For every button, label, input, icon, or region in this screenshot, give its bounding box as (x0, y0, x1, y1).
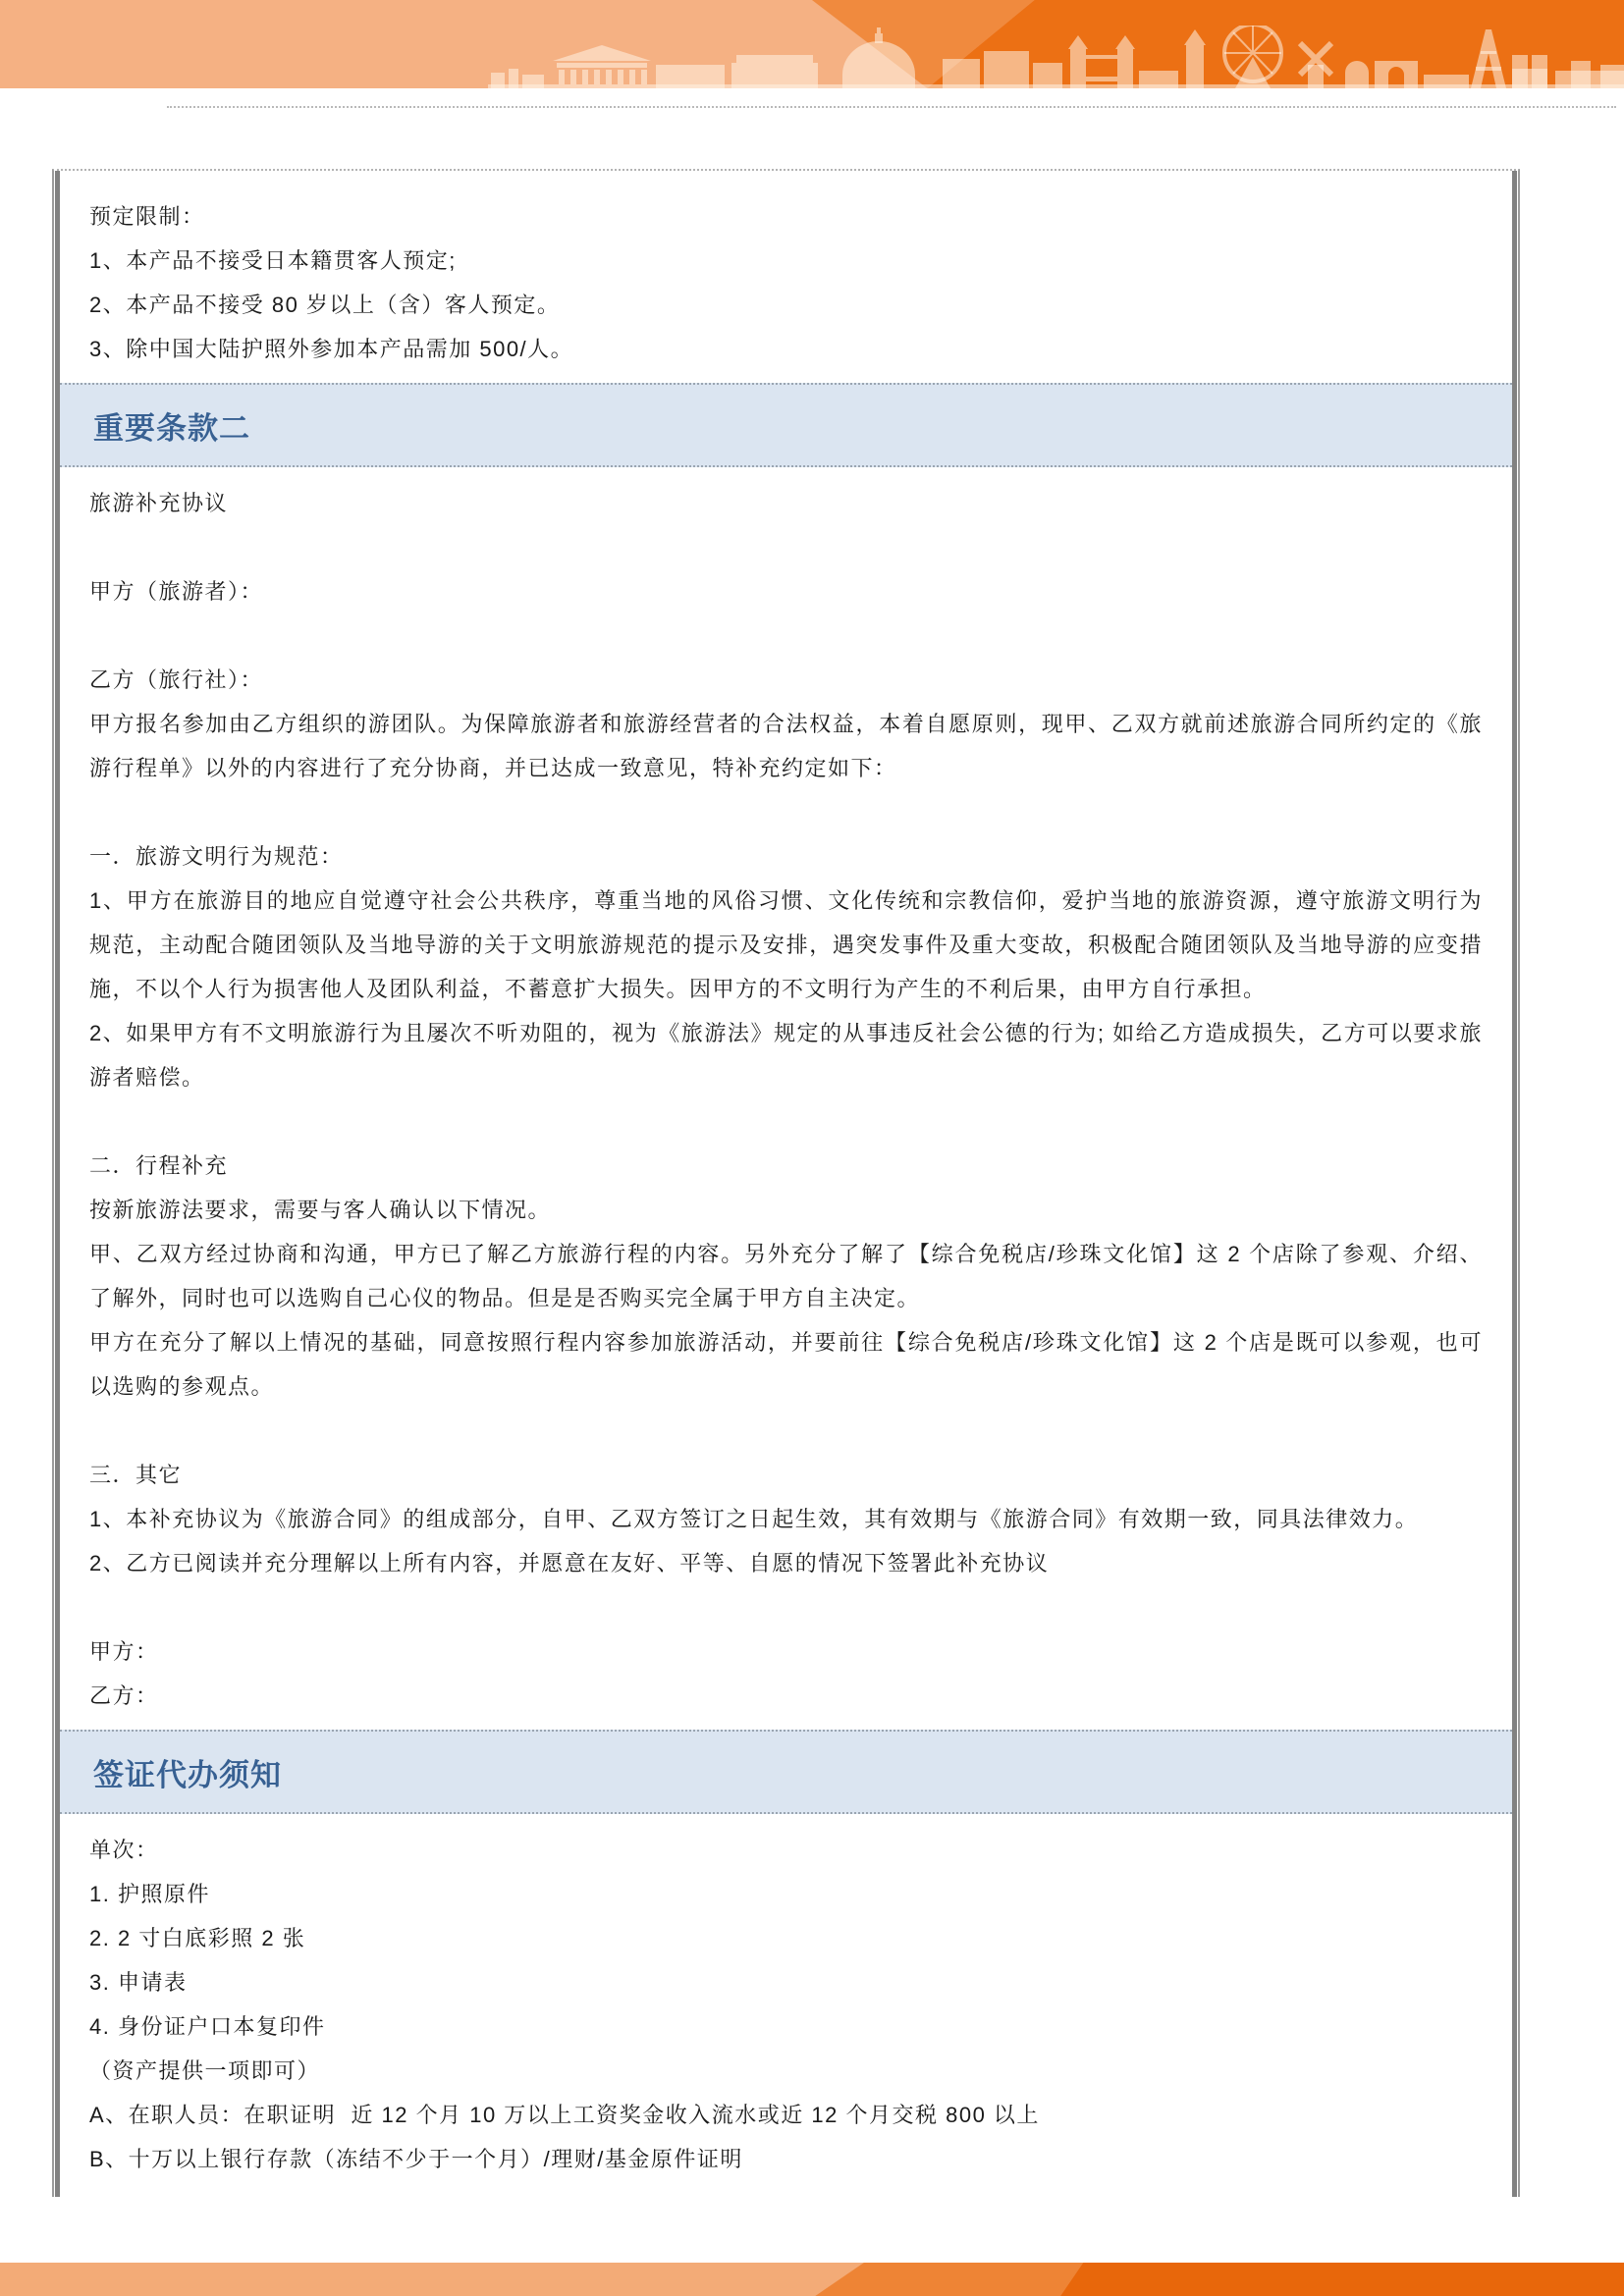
header-divider (167, 106, 1616, 108)
blank-line (89, 1099, 1483, 1144)
section-paragraph: 甲、乙双方经过协商和沟通，甲方已了解乙方旅游行程的内容。另外充分了解了【综合免税店/珍珠文化馆】这 2 个店除了参观、介绍、了解外，同时也可以选购自己心仪的物品。但是是否购买完全属于甲方自主决定。 (89, 1242, 1483, 1310)
section-paragraph: 2、如果甲方有不文明旅游行为且屡次不听劝阻的，视为《旅游法》规定的从事违反社会公德的行为; 如给乙方造成损失，乙方可以要求旅游者赔偿。 (89, 1021, 1483, 1090)
booking-restriction-item: 1、本产品不接受日本籍贯客人预定; (89, 248, 457, 273)
footer-band (0, 2263, 1624, 2296)
section-title: 重要条款二 (93, 410, 250, 446)
visa-requirement-item: 3. 申请表 (89, 1970, 188, 1995)
party-b-label: 乙方（旅行社）： (89, 667, 264, 692)
visa-requirement-item: 4. 身份证户口本复印件 (89, 2014, 326, 2039)
blank-line (89, 1585, 1483, 1629)
party-a-signature-label: 甲方： (89, 1639, 159, 1664)
document-panel (52, 169, 1520, 2197)
visa-type-heading: 单次： (89, 1838, 159, 1862)
blank-line (89, 614, 1483, 658)
booking-restriction-item: 2、本产品不接受 80 岁以上（含）客人预定。 (89, 293, 561, 317)
visa-requirement-item: 2. 2 寸白底彩照 2 张 (89, 1926, 306, 1950)
section-title-band-visa-notice (60, 1730, 1512, 1814)
section-paragraph: 甲方报名参加由乙方组织的游团队。为保障旅游者和旅游经营者的合法权益，本着自愿原则，现甲、乙双方就前述旅游合同所约定的《旅游行程单》以外的内容进行了充分协商，并已达成一致意见，特补充约定如下： (89, 712, 1483, 780)
section-paragraph: 旅游补充协议 (89, 491, 229, 515)
section-paragraph: 1、甲方在旅游目的地应自觉遵守社会公共秩序，尊重当地的风俗习惯、文化传统和宗教信仰，爱护当地的旅游资源，遵守旅游文明行为规范，主动配合随团领队及当地导游的关于文明旅游规范的提示及安排，遇突发事件及重大变故，积极配合随团领队及当地导游的应变措施，不以个人行为损害他人及团队利益，不蓄意扩大损失。因甲方的不文明行为产生的不利后果，由甲方自行承担。 (89, 888, 1483, 1001)
clause-heading: 一．旅游文明行为规范： (89, 844, 344, 869)
document-panel-inner (55, 171, 1517, 2197)
visa-requirement-note: （资产提供一项即可） (89, 2058, 321, 2083)
page-header-banner (0, 0, 1624, 88)
section-paragraph: 按新旅游法要求，需要与客人确认以下情况。 (89, 1198, 552, 1222)
clause-heading: 二．行程补充 (89, 1153, 229, 1178)
blank-line (89, 525, 1483, 569)
blank-line (89, 1409, 1483, 1453)
party-b-signature-label: 乙方： (89, 1683, 159, 1708)
city-skyline-graphic (0, 26, 1624, 88)
clause-heading: 三．其它 (89, 1463, 183, 1487)
booking-restriction-item: 3、除中国大陆护照外参加本产品需加 500/人。 (89, 337, 574, 361)
section-title: 签证代办须知 (93, 1757, 282, 1792)
visa-requirement-item: A、在职人员：在职证明 近 12 个月 10 万以上工资奖金收入流水或近 12 个月交税 800 以上 (89, 2103, 1040, 2127)
section-paragraph: 1、本补充协议为《旅游合同》的组成部分，自甲、乙双方签订之日起生效，其有效期与《旅游合同》有效期一致，同具法律效力。 (89, 1507, 1419, 1531)
section-paragraph: 2、乙方已阅读并充分理解以上所有内容，并愿意在友好、平等、自愿的情况下签署此补充协议 (89, 1551, 1050, 1575)
section-paragraph: 甲方在充分了解以上情况的基础，同意按照行程内容参加旅游活动，并要前往【综合免税店/珍珠文化馆】这 2 个店是既可以参观，也可以选购的参观点。 (89, 1330, 1483, 1399)
party-a-label: 甲方（旅游者）： (89, 579, 264, 604)
blank-line (89, 790, 1483, 834)
booking-restriction-heading: 预定限制： (89, 204, 205, 229)
section-title-band-important-terms (60, 383, 1512, 467)
footer-accent-dark (0, 2263, 1624, 2296)
visa-requirement-item: 1. 护照原件 (89, 1882, 210, 1906)
visa-requirement-item: B、十万以上银行存款（冻结不少于一个月）/理财/基金原件证明 (89, 2147, 743, 2171)
